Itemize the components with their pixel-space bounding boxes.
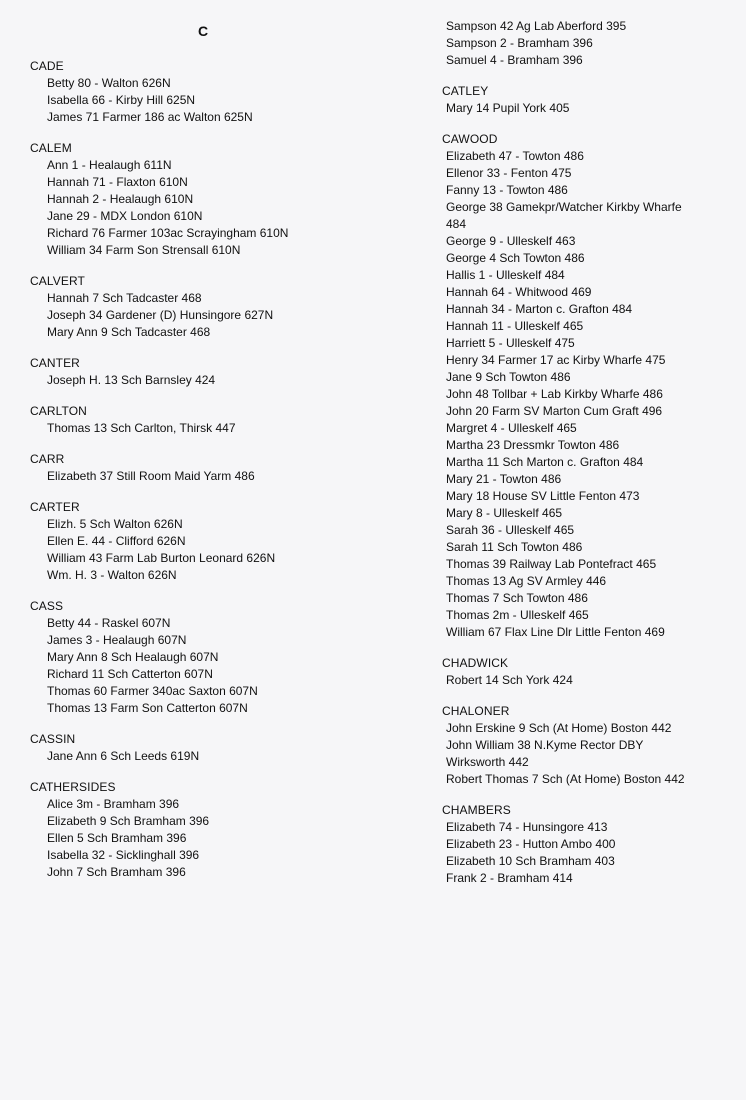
person-entry: Elizabeth 9 Sch Bramham 396 <box>47 814 210 828</box>
person-entry: Hannah 2 - Healaugh 610N <box>47 192 194 206</box>
person-entry: Samuel 4 - Bramham 396 <box>446 53 583 67</box>
person-entry: Jane 9 Sch Towton 486 <box>446 370 571 384</box>
person-entry: Alice 3m - Bramham 396 <box>47 797 180 811</box>
person-entry: John Erskine 9 Sch (At Home) Boston 442 <box>446 721 672 735</box>
person-entry: George 4 Sch Towton 486 <box>446 251 585 265</box>
surname-heading: CATHERSIDES <box>30 780 116 794</box>
person-entry: Thomas 13 Ag SV Armley 446 <box>446 574 607 588</box>
person-entry: Martha 11 Sch Marton c. Grafton 484 <box>446 455 644 469</box>
person-entry: Jane 29 - MDX London 610N <box>47 209 203 223</box>
surname-heading: CARTER <box>30 500 80 514</box>
person-entry: Thomas 13 Sch Carlton, Thirsk 447 <box>47 421 236 435</box>
surname-block <box>30 779 420 881</box>
person-entry: Thomas 60 Farmer 340ac Saxton 607N <box>47 684 258 698</box>
person-entry: Mary 21 - Towton 486 <box>446 472 562 486</box>
person-entry: Elizabeth 74 - Hunsingore 413 <box>446 820 608 834</box>
surname-heading: CANTER <box>30 356 80 370</box>
left-column <box>30 58 420 895</box>
person-entry: Hannah 71 - Flaxton 610N <box>47 175 188 189</box>
person-entry: Sarah 36 - Ulleskelf 465 <box>446 523 575 537</box>
surname-heading: CHAMBERS <box>442 803 511 817</box>
person-entry: Ellen E. 44 - Clifford 626N <box>47 534 186 548</box>
surname-heading: CHALONER <box>442 704 510 718</box>
person-entry: Hannah 7 Sch Tadcaster 468 <box>47 291 202 305</box>
person-entry: Ellen 5 Sch Bramham 396 <box>47 831 187 845</box>
surname-block <box>30 273 420 341</box>
continued-entries <box>446 18 744 69</box>
person-entry: Hannah 11 - Ulleskelf 465 <box>446 319 584 333</box>
surname-block <box>442 131 744 641</box>
surname-block <box>30 451 420 485</box>
person-entry: Elizabeth 10 Sch Bramham 403 <box>446 854 615 868</box>
person-entry: Thomas 7 Sch Towton 486 <box>446 591 588 605</box>
person-entry: Elizabeth 37 Still Room Maid Yarm 486 <box>47 469 255 483</box>
person-entry: Ann 1 - Healaugh 611N <box>47 158 172 172</box>
person-entry: James 3 - Healaugh 607N <box>47 633 187 647</box>
person-entry: John 7 Sch Bramham 396 <box>47 865 186 879</box>
person-entry: Joseph 34 Gardener (D) Hunsingore 627N <box>47 308 274 322</box>
person-entry: George 9 - Ulleskelf 463 <box>446 234 576 248</box>
person-entry: Fanny 13 - Towton 486 <box>446 183 568 197</box>
surname-block <box>30 598 420 717</box>
person-entry: William 43 Farm Lab Burton Leonard 626N <box>47 551 276 565</box>
person-entry: George 38 Gamekpr/Watcher Kirkby Wharfe <box>446 200 682 214</box>
person-entry: Joseph H. 13 Sch Barnsley 424 <box>47 373 216 387</box>
person-entry: Thomas 39 Railway Lab Pontefract 465 <box>446 557 657 571</box>
person-entry: Sampson 42 Ag Lab Aberford 395 <box>446 19 627 33</box>
surname-heading: CASSIN <box>30 732 76 746</box>
person-entry: Margret 4 - Ulleskelf 465 <box>446 421 577 435</box>
surname-heading: CARLTON <box>30 404 87 418</box>
person-entry: Robert Thomas 7 Sch (At Home) Boston 442 <box>446 772 685 786</box>
person-entry: Hallis 1 - Ulleskelf 484 <box>446 268 565 282</box>
surname-block <box>30 731 420 765</box>
person-entry: William 67 Flax Line Dlr Little Fenton 469 <box>446 625 665 639</box>
person-entry: Wm. H. 3 - Walton 626N <box>47 568 177 582</box>
surname-block <box>442 703 744 788</box>
person-entry: Sampson 2 - Bramham 396 <box>446 36 593 50</box>
surname-block <box>442 802 744 887</box>
right-column <box>442 18 744 901</box>
person-entry: Mary 8 - Ulleskelf 465 <box>446 506 563 520</box>
person-entry: Elizabeth 23 - Hutton Ambo 400 <box>446 837 616 851</box>
person-entry: Isabella 66 - Kirby Hill 625N <box>47 93 196 107</box>
surname-block <box>442 83 744 117</box>
person-entry: Frank 2 - Bramham 414 <box>446 871 573 885</box>
surname-heading: CHADWICK <box>442 656 509 670</box>
person-entry: Mary 14 Pupil York 405 <box>446 101 570 115</box>
surname-heading: CAWOOD <box>442 132 498 146</box>
person-entry: 484 <box>446 217 467 231</box>
surname-heading: CASS <box>30 599 64 613</box>
person-entry: John 20 Farm SV Marton Cum Graft 496 <box>446 404 663 418</box>
right-surname-blocks <box>442 83 744 887</box>
person-entry: Elizh. 5 Sch Walton 626N <box>47 517 183 531</box>
person-entry: Richard 11 Sch Catterton 607N <box>47 667 213 681</box>
surname-block <box>442 655 744 689</box>
person-entry: Wirksworth 442 <box>446 755 529 769</box>
person-entry: Martha 23 Dressmkr Towton 486 <box>446 438 620 452</box>
surname-block <box>30 58 420 126</box>
surname-heading: CATLEY <box>442 84 489 98</box>
surname-heading: CALEM <box>30 141 72 155</box>
surname-block <box>30 355 420 389</box>
surname-heading: CADE <box>30 59 64 73</box>
person-entry: Hannah 34 - Marton c. Grafton 484 <box>446 302 633 316</box>
page-letter-heading: C <box>198 23 209 39</box>
person-entry: Hannah 64 - Whitwood 469 <box>446 285 592 299</box>
person-entry: Betty 80 - Walton 626N <box>47 76 171 90</box>
person-entry: Thomas 13 Farm Son Catterton 607N <box>47 701 248 715</box>
person-entry: Jane Ann 6 Sch Leeds 619N <box>47 749 200 763</box>
person-entry: Ellenor 33 - Fenton 475 <box>446 166 572 180</box>
person-entry: Thomas 2m - Ulleskelf 465 <box>446 608 589 622</box>
person-entry: Isabella 32 - Sicklinghall 396 <box>47 848 200 862</box>
person-entry: Robert 14 Sch York 424 <box>446 673 573 687</box>
surname-block <box>30 140 420 259</box>
person-entry: James 71 Farmer 186 ac Walton 625N <box>47 110 253 124</box>
person-entry: Mary 18 House SV Little Fenton 473 <box>446 489 640 503</box>
surname-heading: CARR <box>30 452 65 466</box>
person-entry: Mary Ann 8 Sch Healaugh 607N <box>47 650 219 664</box>
person-entry: Henry 34 Farmer 17 ac Kirby Wharfe 475 <box>446 353 666 367</box>
person-entry: Mary Ann 9 Sch Tadcaster 468 <box>47 325 211 339</box>
surname-block <box>30 403 420 437</box>
person-entry: Betty 44 - Raskel 607N <box>47 616 171 630</box>
person-entry: John 48 Tollbar + Lab Kirkby Wharfe 486 <box>446 387 663 401</box>
person-entry: William 34 Farm Son Strensall 610N <box>47 243 241 257</box>
person-entry: Harriett 5 - Ulleskelf 475 <box>446 336 575 350</box>
person-entry: John William 38 N.Kyme Rector DBY <box>446 738 644 752</box>
person-entry: Richard 76 Farmer 103ac Scrayingham 610N <box>47 226 289 240</box>
person-entry: Elizabeth 47 - Towton 486 <box>446 149 584 163</box>
surname-block <box>30 499 420 584</box>
person-entry: Sarah 11 Sch Towton 486 <box>446 540 583 554</box>
surname-heading: CALVERT <box>30 274 85 288</box>
